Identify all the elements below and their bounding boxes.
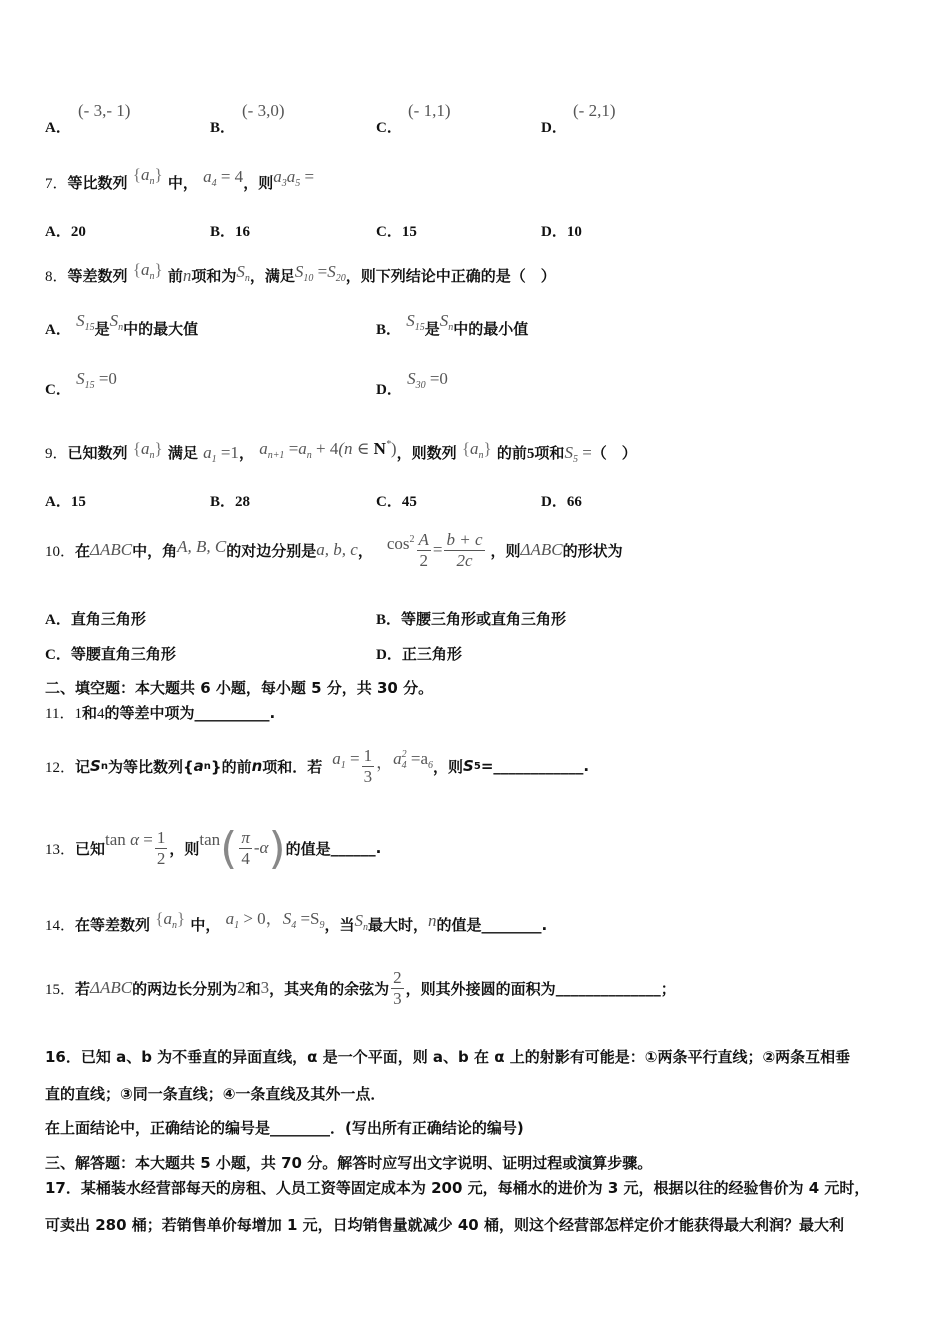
q10-option-b: B．等腰三角形或直角三角形 bbox=[376, 610, 567, 628]
q8-option-b: B． $S_{15}$是$S_n$中的最小值 bbox=[376, 311, 529, 338]
q6-option-c-label: C． bbox=[376, 120, 402, 136]
q8-option-d: D． $S_{30} =0$ bbox=[376, 369, 448, 398]
question-10: 10． 在 ΔABC 中，角 A, B, C 的对边分别是 a, b, c ， $\cos^2$ $\frac{A}{2}$ = $\frac{b + c}{2c}$ ，则 ΔABC 的形状为 bbox=[45, 529, 623, 570]
question-17-line-2: 可卖出 280 桶；若销售单价每增加 1 元，日均销售量就减少 40 桶，则这个经营部怎样定价才能获得最大利润？最大利 bbox=[45, 1216, 844, 1234]
question-12: 12． 记 S n 为等比数列{ a n }的前 n 项和．若 $a_1$ = $\frac{1}{3}$ ， $a^2_4 =a_6$ ，则 S 5 = ____________ . bbox=[45, 745, 590, 786]
section-2-heading: 二、填空题：本大题共 6 小题，每小题 5 分，共 30 分。 bbox=[45, 679, 434, 697]
question-16-line-3: 在上面结论中，正确结论的编号是________．(写出所有正确结论的编号) bbox=[45, 1119, 524, 1137]
q6-option-d-label: D． bbox=[541, 120, 567, 136]
q6-option-b-label: B． bbox=[210, 120, 236, 136]
q10-option-c: C．等腰直角三角形 bbox=[45, 645, 176, 663]
q9-option-b: B．28 bbox=[210, 494, 251, 510]
question-13: 13． 已知 tan α = $\frac{1}{2}$ ，则 tan ( $\frac{\pi}{4}$ - α ) 的值是 ______ . bbox=[45, 822, 382, 874]
q7-option-b: B．16 bbox=[210, 224, 251, 240]
q8-option-a: A． $S_{15}$是$S_n$中的最大值 bbox=[45, 311, 199, 338]
question-7: 7．等比数列 $\{a_n\}$ 中， $a_4 = 4$，则$a_3a_5$ = bbox=[45, 165, 315, 192]
question-8: 8．等差数列 $\{a_n\}$ 前n项和为$S_n$，满足$S_{10} =S_{20}$，则下列结论中正确的是（ ） bbox=[45, 260, 556, 285]
question-16-line-2: 直的直线；③同一条直线；④一条直线及其外一点． bbox=[45, 1085, 386, 1103]
q9-option-c: C．45 bbox=[376, 494, 417, 510]
q10-option-d: D．正三角形 bbox=[376, 645, 462, 663]
q7-option-a: A．20 bbox=[45, 224, 86, 240]
section-3-heading: 三、解答题：本大题共 5 小题，共 70 分。解答时应写出文字说明、证明过程或演算步骤。 bbox=[45, 1154, 653, 1172]
q6-option-a-label: A． bbox=[45, 120, 71, 136]
question-14: 14．在等差数列 $\{a_n\}$ 中， $a_1 > 0$，$S_4 =S_9$，当$S_n$最大时，n的值是________. bbox=[45, 909, 548, 934]
q6-option-c-value: (- 1,1) bbox=[408, 101, 451, 120]
question-15: 15． 若 ΔABC 的两边长分别为 2 和 3 ，其夹角的余弦为 $\frac{2}{3}$ ，则其外接圆的面积为 ______________ ； bbox=[45, 967, 676, 1008]
question-11: 11．1和4的等差中项为__________. bbox=[45, 704, 276, 722]
q6-option-a-value: (- 3,- 1) bbox=[78, 101, 131, 120]
q7-option-d: D．10 bbox=[541, 224, 582, 240]
question-16-line-1: 16．已知 a、b 为不垂直的异面直线，α 是一个平面，则 a、b 在 α 上的射影有可能是：①两条平行直线；②两条互相垂 bbox=[45, 1048, 851, 1066]
q9-option-a: A．15 bbox=[45, 494, 86, 510]
question-17-line-1: 17．某桶装水经营部每天的房租、人员工资等固定成本为 200 元，每桶水的进价为 3 元，根据以往的经验售价为 4 元时， bbox=[45, 1179, 870, 1197]
q10-option-a: A．直角三角形 bbox=[45, 610, 146, 628]
q7-option-c: C．15 bbox=[376, 224, 417, 240]
q6-option-b-value: (- 3,0) bbox=[242, 101, 285, 120]
question-9: 9．已知数列 $\{a_n\}$ 满足 $a_1 =1$， $a_{n+1} =a_n + 4(n$ ∈ N*)，则数列 $\{a_n\}$ 的前5项和$S_5$ =（ ） bbox=[45, 439, 637, 465]
q9-option-d: D．66 bbox=[541, 494, 582, 510]
q8-option-c: C． $S_{15} =0$ bbox=[45, 369, 117, 398]
q6-option-d-value: (- 2,1) bbox=[573, 101, 616, 120]
